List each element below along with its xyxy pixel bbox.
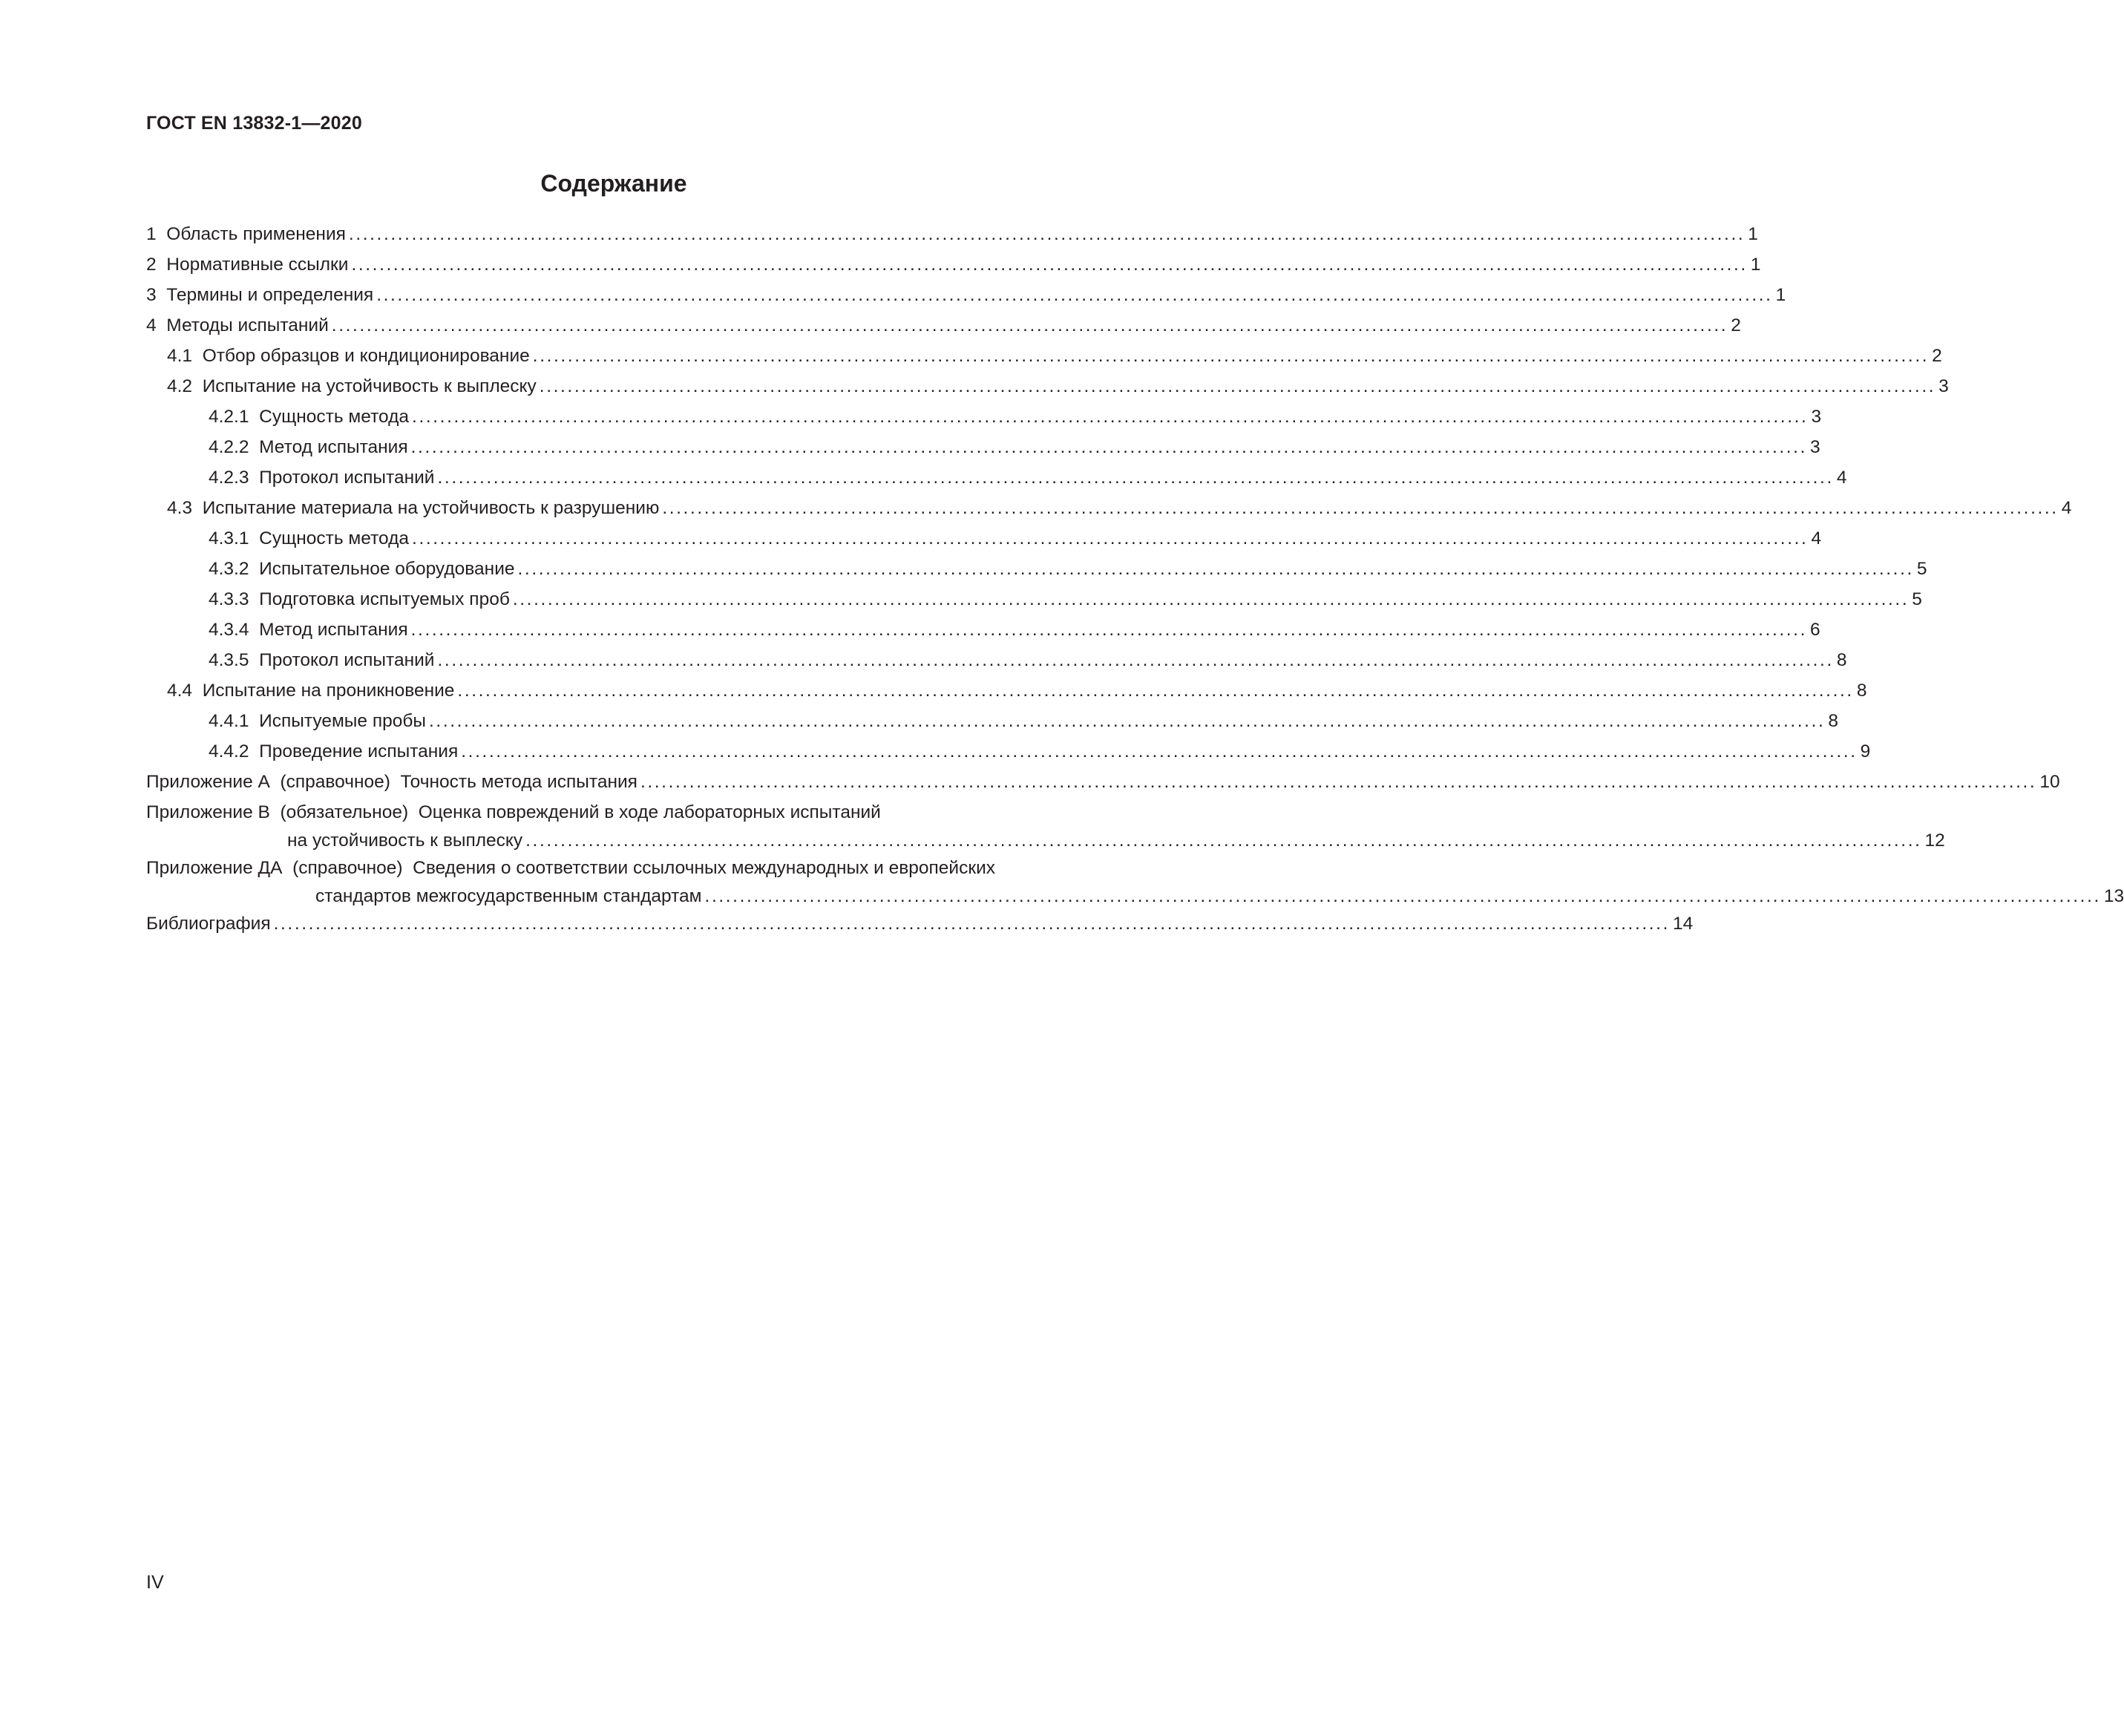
toc-entry-text: Область применения bbox=[166, 224, 346, 244]
toc-entry[interactable] bbox=[146, 617, 1820, 647]
toc-leader-dots: ........................................................................................................................................................................................................ bbox=[410, 437, 1808, 457]
toc-entry-number: 4.3.3 bbox=[209, 589, 249, 609]
toc-entry-number: 4 bbox=[146, 315, 157, 335]
toc-entry-text: Термины и определения bbox=[166, 285, 374, 305]
toc-entry[interactable] bbox=[146, 282, 1786, 312]
toc-leader-dots: ........................................................................................................................................................................................................ bbox=[539, 376, 1936, 396]
toc-entry-text: (справочное) Сведения о соответствии ссылочных международных и европейских bbox=[292, 858, 996, 878]
document-code: ГОСТ EN 13832-1—2020 bbox=[146, 113, 362, 134]
toc-entry-text: Испытание на проникновение bbox=[202, 681, 455, 701]
toc-entry[interactable] bbox=[146, 708, 1839, 738]
toc-entry[interactable] bbox=[146, 495, 2072, 525]
toc-entry-page: 9 bbox=[1860, 741, 1871, 761]
toc-entry-page: 1 bbox=[1750, 255, 1761, 275]
toc-entry-text: Метод испытания bbox=[259, 437, 408, 457]
toc-entry-text: Библиография bbox=[146, 914, 271, 934]
toc-leader-dots: ........................................................................................................................................................................................................ bbox=[517, 559, 1914, 579]
toc-entry-number: 4.3 bbox=[167, 498, 193, 518]
toc-leader-dots: ........................................................................................................................................................................................................ bbox=[412, 407, 1809, 427]
toc-entry-number: 4.2 bbox=[167, 376, 193, 396]
toc-leader-dots: ........................................................................................................................................................................................................ bbox=[412, 528, 1809, 548]
toc-entry[interactable] bbox=[146, 373, 1949, 404]
toc-entry[interactable] bbox=[146, 647, 1847, 678]
toc-entry-number: 4.2.1 bbox=[209, 407, 249, 427]
toc-entry-number: 4.3.5 bbox=[209, 650, 249, 670]
toc-entry-page: 8 bbox=[1836, 650, 1847, 670]
toc-title: Содержание bbox=[540, 170, 687, 197]
toc-entry-appendix-a[interactable] bbox=[146, 769, 2060, 799]
toc-entry-page: 8 bbox=[1828, 711, 1839, 731]
toc-entry-text: Испытание на устойчивость к выплеску bbox=[202, 376, 537, 396]
toc-leader-dots: ........................................................................................................................................................................................................ bbox=[704, 886, 2101, 906]
toc-entry-number: 4.3.4 bbox=[209, 620, 249, 640]
toc-leader-dots: ........................................................................................................................................................................................................ bbox=[532, 346, 1930, 366]
toc-entry-number: 4.3.2 bbox=[209, 559, 249, 579]
toc-entry-page: 6 bbox=[1810, 620, 1820, 640]
toc-entry-text: (справочное) Точность метода испытания bbox=[280, 772, 637, 792]
toc-entry-text: Испытание материала на устойчивость к разрушению bbox=[202, 498, 660, 518]
toc-leader-dots: ........................................................................................................................................................................................................ bbox=[376, 285, 1773, 305]
toc-entry-number: 4.4.1 bbox=[209, 711, 249, 731]
toc-entry-page: 10 bbox=[2039, 772, 2060, 792]
toc-entry-text: Протокол испытаний bbox=[259, 468, 435, 488]
toc-entry-number: 4.4 bbox=[167, 681, 193, 701]
toc-entry[interactable] bbox=[146, 586, 1922, 617]
toc-entry-number: 2 bbox=[146, 255, 157, 275]
toc-entry-bibliography[interactable] bbox=[146, 911, 1694, 941]
toc-entry-page: 4 bbox=[2061, 498, 2072, 518]
toc-entry-page: 14 bbox=[1673, 914, 1694, 934]
toc-entry-text: Подготовка испытуемых проб bbox=[259, 589, 510, 609]
toc-leader-dots: ........................................................................................................................................................................................................ bbox=[429, 711, 1826, 731]
toc-entry-text: Нормативные ссылки bbox=[166, 255, 349, 275]
toc-leader-dots: ........................................................................................................................................................................................................ bbox=[273, 914, 1670, 934]
toc-entry-text-continued: стандартов межгосударственным стандартам bbox=[315, 886, 702, 906]
toc-leader-dots: ........................................................................................................................................................................................................ bbox=[437, 650, 1834, 670]
toc-entry-page: 3 bbox=[1811, 407, 1822, 427]
toc-leader-dots: ........................................................................................................................................................................................................ bbox=[351, 255, 1748, 275]
toc-leader-dots: ........................................................................................................................................................................................................ bbox=[331, 315, 1728, 335]
toc-entry-number: 4.3.1 bbox=[209, 528, 249, 548]
toc-entry-text: (обязательное) Оценка повреждений в ходе лабораторных испытаний bbox=[280, 802, 881, 822]
toc-entry[interactable] bbox=[146, 312, 1741, 343]
toc-entry-page: 2 bbox=[1731, 315, 1741, 335]
toc-leader-dots: ........................................................................................................................................................................................................ bbox=[348, 224, 1746, 244]
toc-entry-page: 4 bbox=[1811, 528, 1822, 548]
page-number: IV bbox=[146, 1572, 164, 1593]
toc-entry-appendix-b[interactable] bbox=[146, 799, 1945, 855]
toc-entry[interactable] bbox=[146, 404, 1822, 434]
toc-entry-number: Приложение ДА bbox=[146, 858, 283, 878]
toc-entry-number: 4.4.2 bbox=[209, 741, 249, 761]
toc-entry-page: 13 bbox=[2103, 886, 2124, 906]
toc-entry-appendix-da[interactable] bbox=[146, 855, 2124, 911]
toc-entry[interactable] bbox=[146, 678, 1867, 708]
toc-leader-dots: ........................................................................................................................................................................................................ bbox=[525, 831, 1922, 851]
toc-entry-page: 1 bbox=[1748, 224, 1758, 244]
toc-entry-page: 2 bbox=[1932, 346, 1942, 366]
toc-entry-text: Отбор образцов и кондиционирование bbox=[202, 346, 530, 366]
toc-leader-dots: ........................................................................................................................................................................................................ bbox=[437, 468, 1834, 488]
toc-entry-text-continued: на устойчивость к выплеску bbox=[287, 831, 523, 851]
toc-entry-page: 3 bbox=[1810, 437, 1820, 457]
toc-entry-page: 3 bbox=[1938, 376, 1949, 396]
toc-entry-number: 1 bbox=[146, 224, 157, 244]
toc-entry-page: 5 bbox=[1912, 589, 1922, 609]
toc-entry-page: 1 bbox=[1775, 285, 1786, 305]
toc-leader-dots: ........................................................................................................................................................................................................ bbox=[457, 681, 1854, 701]
table-of-contents bbox=[146, 221, 2124, 941]
toc-entry-number: Приложение А bbox=[146, 772, 270, 792]
toc-entry-number: 4.2.3 bbox=[209, 468, 249, 488]
toc-entry-text: Сущность метода bbox=[259, 407, 410, 427]
toc-entry-page: 4 bbox=[1836, 468, 1847, 488]
toc-entry-number: 4.2.2 bbox=[209, 437, 249, 457]
toc-entry-number: 3 bbox=[146, 285, 157, 305]
toc-entry-text: Проведение испытания bbox=[259, 741, 459, 761]
toc-leader-dots: ........................................................................................................................................................................................................ bbox=[410, 620, 1808, 640]
toc-leader-dots: ........................................................................................................................................................................................................ bbox=[461, 741, 1858, 761]
toc-entry-text: Методы испытаний bbox=[166, 315, 329, 335]
toc-entry[interactable] bbox=[146, 252, 1761, 282]
toc-entry-text: Сущность метода bbox=[259, 528, 410, 548]
toc-entry-page: 8 bbox=[1856, 681, 1867, 701]
toc-entry-text: Метод испытания bbox=[259, 620, 408, 640]
toc-entry[interactable] bbox=[146, 465, 1847, 495]
toc-entry-text: Протокол испытаний bbox=[259, 650, 435, 670]
toc-leader-dots: ........................................................................................................................................................................................................ bbox=[662, 498, 2059, 518]
toc-entry[interactable] bbox=[146, 738, 1871, 769]
toc-entry-number: Приложение В bbox=[146, 802, 270, 822]
toc-entry[interactable] bbox=[146, 343, 1942, 373]
toc-entry-number: 4.1 bbox=[167, 346, 193, 366]
toc-entry[interactable] bbox=[146, 525, 1822, 556]
toc-entry-page: 12 bbox=[1924, 831, 1945, 851]
toc-entry-text: Испытательное оборудование bbox=[259, 559, 515, 579]
toc-leader-dots: ........................................................................................................................................................................................................ bbox=[512, 589, 1910, 609]
toc-entry[interactable] bbox=[146, 434, 1820, 465]
toc-entry[interactable] bbox=[146, 556, 1927, 586]
toc-entry[interactable] bbox=[146, 221, 1758, 252]
toc-entry-page: 5 bbox=[1916, 559, 1927, 579]
toc-leader-dots: ........................................................................................................................................................................................................ bbox=[640, 772, 2037, 792]
toc-entry-text: Испытуемые пробы bbox=[259, 711, 427, 731]
